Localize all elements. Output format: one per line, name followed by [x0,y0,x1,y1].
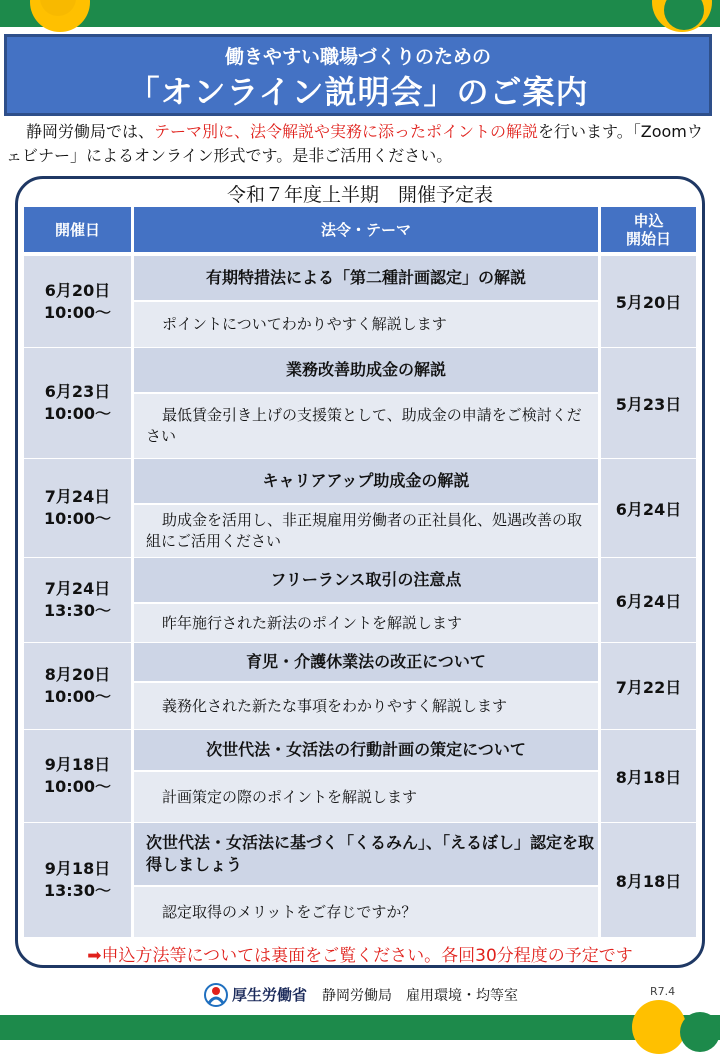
row-date: 7月24日 [44,579,111,598]
bottom-green-bar [0,1015,720,1040]
row-date-cell [24,348,131,458]
header-date: 開催日 [24,207,131,252]
row-apply-date: 8月18日 [601,730,696,822]
row-theme [134,348,598,392]
ministry-logo-icon [204,983,228,1007]
row-theme-text: 次世代法・女活法に基づく「くるみん」、「えるぼし」認定を取得しましょう [146,833,595,874]
row-theme [134,643,598,681]
row-theme-text: キャリアアップ助成金の解説 [262,471,470,490]
intro-paragraph [6,120,714,168]
row-description [134,505,598,557]
row-description-text: 最低賃金引き上げの支援策として、助成金の申請をご検討ください [146,406,582,445]
row-theme-text: 有期特措法による「第二種計画認定」の解説 [205,268,526,287]
row-description-text: ポイントについてわかりやすく解説します [162,315,447,333]
title-line-2: 「オンライン説明会」のご案内 [127,73,589,111]
row-date-cell [24,643,131,729]
row-theme-text: 業務改善助成金の解説 [285,360,446,379]
row-time: 10:00～ [44,509,111,528]
row-description [134,394,598,458]
row-description [134,302,598,347]
schedule-title: 令和７年度上半期 開催予定表 [226,184,493,206]
row-description-text: 計画策定の際のポイントを解説します [162,787,418,806]
row-description-text: 昨年施行された新法のポイントを解説します [162,613,463,632]
row-date: 6月23日 [44,382,111,401]
row-time: 10:00～ [44,777,111,796]
row-theme [134,558,598,602]
row-theme-text: 次世代法・女活法の行動計画の策定について [206,740,526,759]
header-apply [601,207,696,252]
row-description [134,772,598,822]
row-date: 9月18日 [44,755,111,774]
title-banner [4,34,712,116]
row-theme [134,823,598,885]
title-line-1: 働きやすい職場づくりのための [224,46,491,68]
row-date: 7月24日 [44,487,111,506]
row-time: 10:00～ [44,404,111,423]
application-note: ➡申込方法等については裏面をご覧ください。各回30分程度の予定です [87,946,633,966]
row-apply-date: 7月22日 [601,643,696,729]
row-apply-date: 5月20日 [601,256,696,347]
row-description [134,887,598,937]
row-description-text: 義務化された新たな事項をわかりやすく解説します [162,696,508,715]
row-apply-date: 8月18日 [601,823,696,937]
row-time: 13:30～ [44,881,111,900]
row-time: 10:00～ [44,687,111,706]
row-theme [134,256,598,300]
row-theme-text: 育児・介護休業法の改正について [246,652,486,671]
row-date-cell [24,459,131,557]
bottom-right-circle-decoration [632,1000,686,1054]
intro-text-2: を行います。「Zoomウェビナー」によるオンライン形式です。是非ご活用ください。 [6,122,703,165]
row-theme [134,730,598,770]
ministry-name: 厚生労働省 [232,986,308,1004]
row-theme [134,459,598,503]
row-date-cell [24,558,131,642]
row-date-cell [24,823,131,937]
office-name: 静岡労働局 雇用環境・均等室 [322,988,518,1004]
intro-text-highlight: テーマ別に、法令解説や実務に添ったポイントの解説 [154,122,539,141]
row-date: 9月18日 [44,859,111,878]
row-apply-date: 6月24日 [601,558,696,642]
row-apply-date: 6月24日 [601,459,696,557]
row-theme-text: フリーランス取引の注意点 [270,570,462,589]
header-theme: 法令・テーマ [134,207,598,252]
row-date-cell [24,256,131,347]
row-time: 13:30～ [44,601,111,620]
top-green-bar [0,0,720,27]
row-description [134,604,598,642]
row-apply-date: 5月23日 [601,348,696,458]
row-description-text: 認定取得のメリットをご存じですか？ [162,902,417,921]
header-apply-line-2: 開始日 [625,229,671,248]
row-description-text: 助成金を活用し、非正規雇用労働者の正社員化、処遇改善の取組にご活用ください [146,511,583,550]
bottom-right-circle-decoration-2 [680,1012,720,1052]
row-date: 8月20日 [44,665,111,684]
row-time: 10:00～ [44,302,111,322]
version-label: R7.4 [650,985,676,998]
row-date-cell [24,730,131,822]
row-date: 6月20日 [44,280,111,300]
header-apply-line-1: 申込 [633,211,664,230]
row-description [134,683,598,729]
intro-text-1: 静岡労働局では、 [26,122,155,141]
